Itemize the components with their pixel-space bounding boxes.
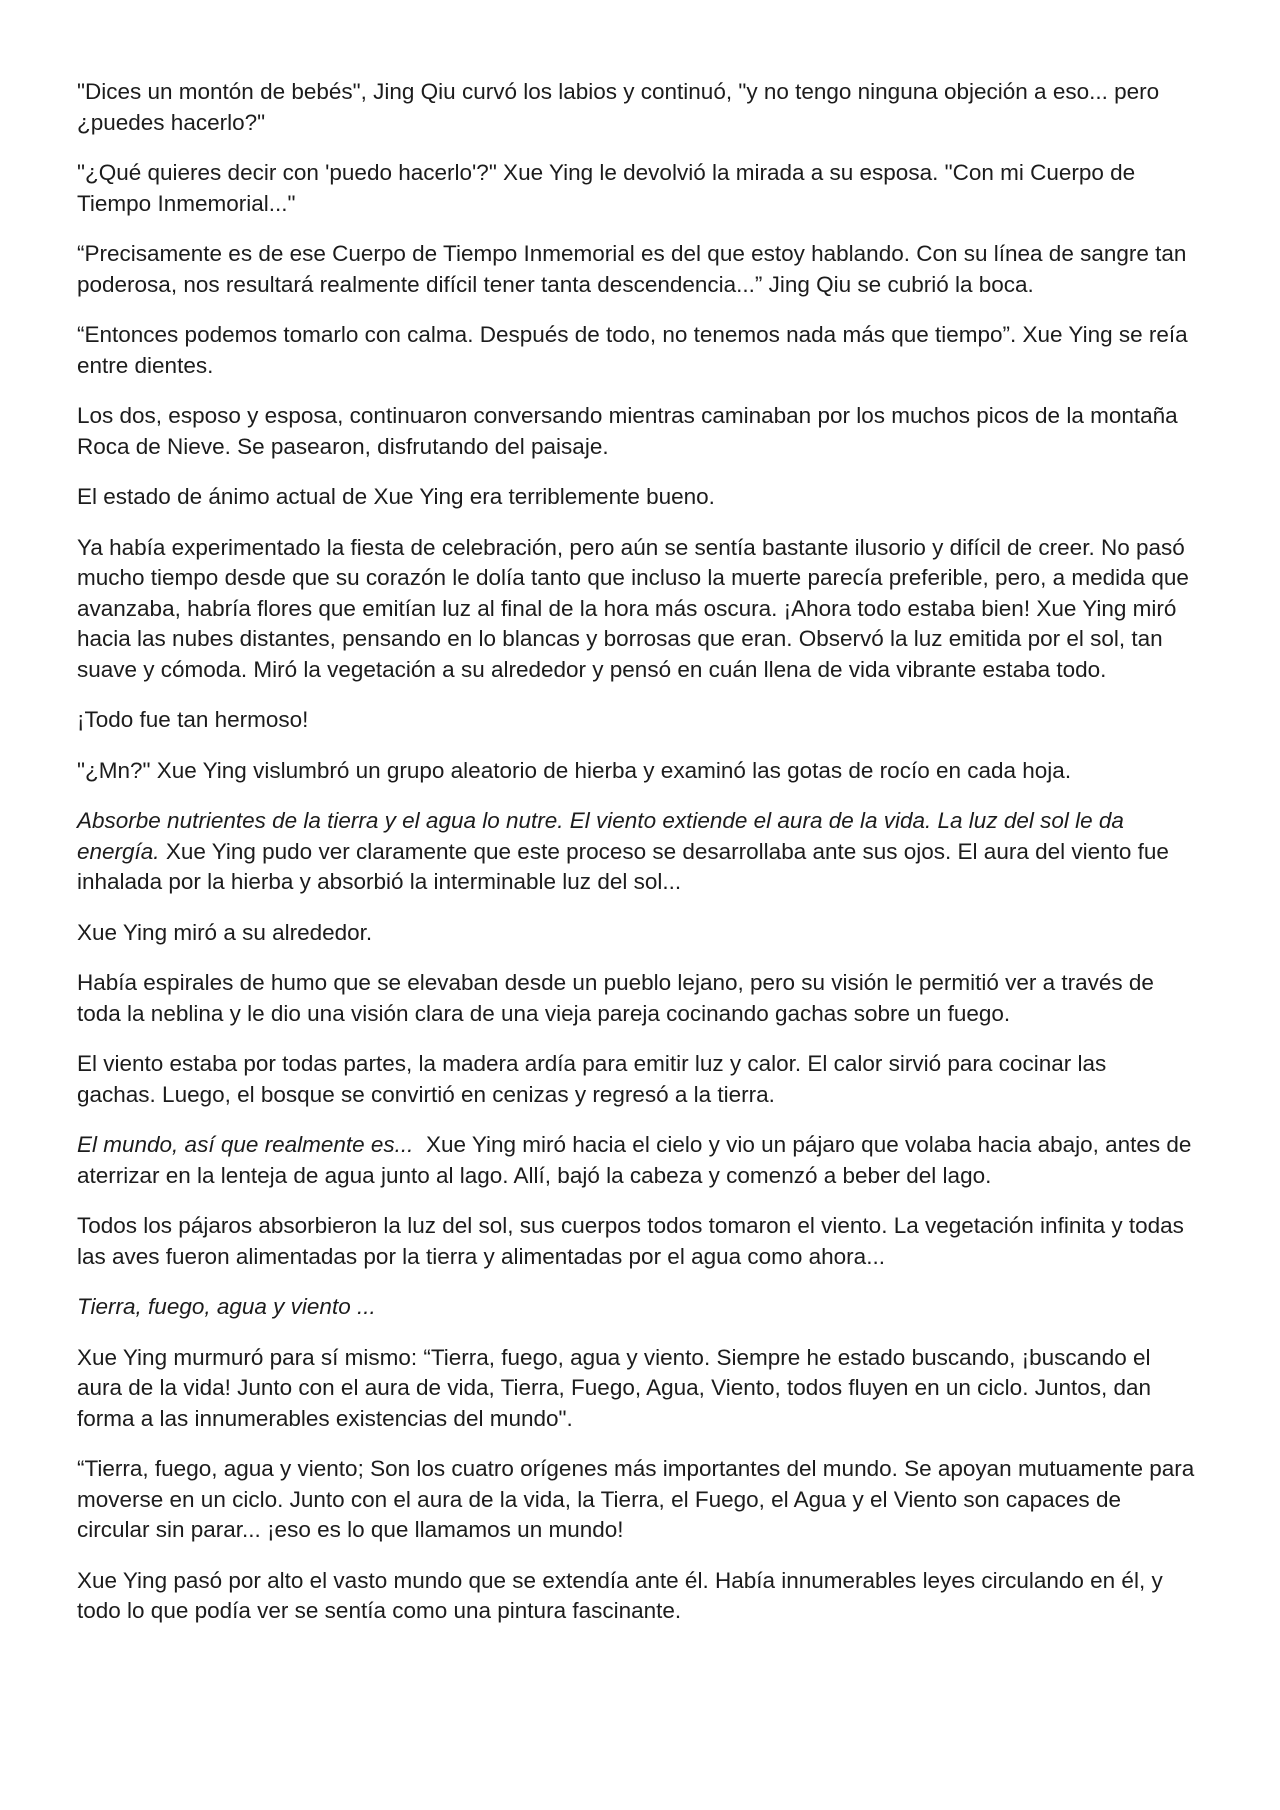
paragraph (77, 77, 1220, 138)
text-line: forma a las innumerables existencias del mundo". (77, 1405, 573, 1431)
text-line: "Dices un montón de bebés", Jing Qiu curvó los labios y continuó, "y no tengo ninguna objeción a eso... pero (77, 79, 1160, 104)
paragraph (77, 705, 1220, 736)
text-line: “Entonces podemos tomarlo con calma. Después de todo, no tenemos nada más que tiempo”. Xue Ying se reía (77, 322, 1188, 347)
paragraph (77, 1566, 1220, 1627)
text-line: las aves fueron alimentadas por la tierra y alimentadas por el agua como ahora... (77, 1243, 885, 1269)
paragraph (77, 482, 1220, 513)
text-line: avanzaba, habría flores que emitían luz al final de la hora más oscura. ¡Ahora todo estaba bien! Xue Ying miró (77, 595, 1177, 621)
text-line: "¿Mn?" Xue Ying vislumbró un grupo aleatorio de hierba y examinó las gotas de rocío en cada hoja. (77, 757, 1072, 783)
text-line: ¡Todo fue tan hermoso! (77, 707, 309, 732)
text-line: Xue Ying pasó por alto el vasto mundo que se extendía ante él. Había innumerables leyes circulando en él, y (77, 1567, 1163, 1593)
paragraph (77, 320, 1220, 381)
text-line: “Tierra, fuego, agua y viento; Son los cuatro orígenes más importantes del mundo. Se apoyan mutuamente para (77, 1456, 1195, 1481)
text-line: Tiempo Inmemorial..." (77, 190, 296, 216)
text-line: hacia las nubes distantes, pensando en lo blancas y borrosas que eran. Observó la luz emitida por el sol, tan (77, 626, 1163, 651)
text-line: Xue Ying miró a su alrededor. (77, 919, 373, 945)
paragraph (77, 1130, 1220, 1191)
text-line: aura de la vida! Junto con el aura de vida, Tierra, Fuego, Agua, Viento, todos fluyen en un ciclo. Juntos, dan (77, 1375, 1152, 1400)
text-line: Roca de Nieve. Se pasearon, disfrutando del paisaje. (77, 433, 609, 459)
text-line: moverse en un ciclo. Junto con el aura de la vida, la Tierra, el Fuego, el Agua y el Viento son capaces de (77, 1486, 1121, 1512)
text-line: El estado de ánimo actual de Xue Ying era terriblemente bueno. (77, 484, 715, 509)
text-line: ¿puedes hacerlo?" (77, 109, 266, 135)
text-line: Ya había experimentado la fiesta de celebración, pero aún se sentía bastante ilusorio y difícil de creer. No pasó (77, 534, 1185, 560)
text-line: aterrizar en la lenteja de agua junto al lago. Allí, bajó la cabeza y comenzó a beber del lago. (77, 1162, 992, 1188)
text-line: circular sin parar... ¡eso es lo que llamamos un mundo! (77, 1517, 624, 1542)
italic-text: energía. (77, 838, 160, 864)
text-line (77, 1130, 1220, 1161)
text-line (77, 1292, 1220, 1323)
paragraph (77, 239, 1220, 300)
text-line (77, 806, 1220, 837)
text-line: Los dos, esposo y esposa, continuaron conversando mientras caminaban por los muchos picos de la montaña (77, 403, 1178, 428)
text-line: El viento estaba por todas partes, la madera ardía para emitir luz y calor. El calor sirvió para cocinar las (77, 1051, 1107, 1076)
paragraph (77, 1343, 1220, 1435)
text-line: “Precisamente es de ese Cuerpo de Tiempo Inmemorial es del que estoy hablando. Con su línea de sangre tan (77, 241, 1187, 266)
italic-text: Absorbe nutrientes de la tierra y el agua lo nutre. El viento extiende el aura de la vida. La luz del sol le da (77, 808, 1124, 833)
text-line: poderosa, nos resultará realmente difícil tener tanta descendencia...” Jing Qiu se cubrió la boca. (77, 271, 1034, 297)
text-line: mucho tiempo desde que su corazón le dolía tanto que incluso la muerte parecía preferible, pero, a medida que (77, 565, 1189, 590)
paragraph (77, 968, 1220, 1029)
paragraph (77, 158, 1220, 219)
paragraph (77, 1211, 1220, 1272)
text-line: Xue Ying murmuró para sí mismo: “Tierra, fuego, agua y viento. Siempre he estado buscando, ¡buscando el (77, 1344, 1151, 1370)
line-text: Xue Ying miró hacia el cielo y vio un pájaro que volaba hacia abajo, antes de (413, 1132, 1192, 1157)
paragraph (77, 533, 1220, 686)
text-line: Había espirales de humo que se elevaban desde un pueblo lejano, pero su visión le permitió ver a través de (77, 970, 1154, 995)
text-line: toda la neblina y le dio una visión clara de una vieja pareja cocinando gachas sobre un fuego. (77, 1000, 1011, 1026)
line-text: Xue Ying pudo ver claramente que este proceso se desarrollaba ante sus ojos. El aura del viento fue (159, 838, 1169, 864)
text-line: gachas. Luego, el bosque se convirtió en cenizas y regresó a la tierra. (77, 1081, 775, 1107)
text-line: Todos los pájaros absorbieron la luz del sol, sus cuerpos todos tomaron el viento. La vegetación infinita y todas (77, 1213, 1184, 1238)
paragraph (77, 1454, 1220, 1546)
text-line: inhalada por la hierba y absorbió la interminable luz del sol... (77, 869, 682, 894)
text-line (77, 837, 1220, 868)
paragraph (77, 1292, 1220, 1323)
text-line: "¿Qué quieres decir con 'puedo hacerlo'?" Xue Ying le devolvió la mirada a su esposa. "Con mi Cuerpo de (77, 160, 1136, 185)
paragraph (77, 1049, 1220, 1110)
paragraph (77, 806, 1220, 898)
text-line: suave y cómoda. Miró la vegetación a su alrededor y pensó en cuán llena de vida vibrante estaba todo. (77, 656, 1107, 682)
text-line: todo lo que podía ver se sentía como una pintura fascinante. (77, 1598, 682, 1623)
paragraph (77, 756, 1220, 787)
paragraph (77, 401, 1220, 462)
italic-text: El mundo, así que realmente es... (77, 1132, 414, 1157)
italic-text: Tierra, fuego, agua y viento ... (77, 1294, 376, 1319)
paragraph (77, 918, 1220, 949)
text-line: entre dientes. (77, 352, 214, 378)
